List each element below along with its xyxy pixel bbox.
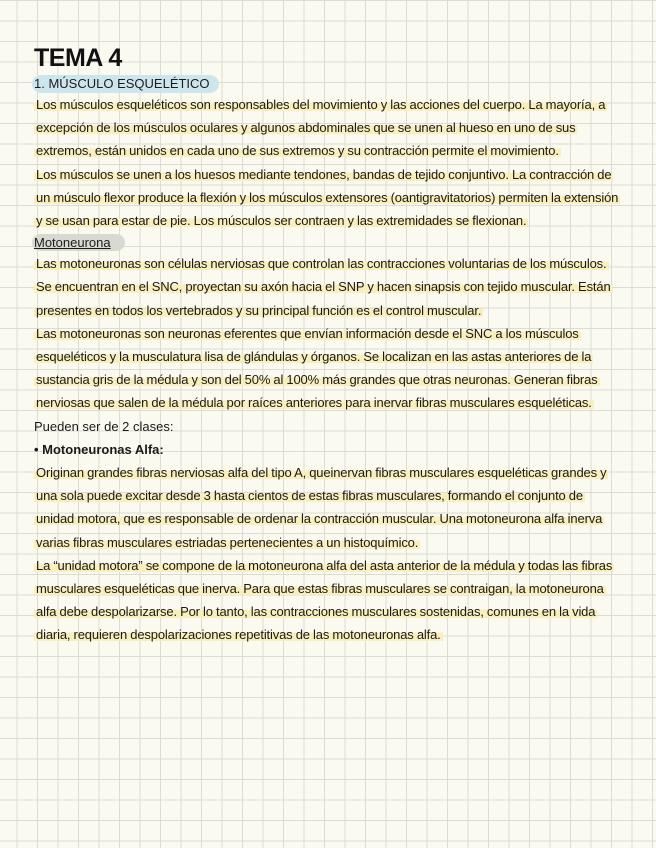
section-heading: 1. MÚSCULO ESQUELÉTICO [32,75,219,93]
section-heading-row [34,72,624,93]
highlighted-text: Originan grandes fibras nerviosas alfa del tipo A, queinervan fibras musculares esqueléticas grandes y una sola puede excitar desde 3 hasta cientos de estas fibras musculares, formando el conjunto de unidad motora, que es responsable de ordenar la contracción muscular. Una motoneurona alfa inerva varias fibras musculares estriadas pertenecientes a un histoquímico. [36,465,607,550]
alpha-heading: • Motoneuronas Alfa: [34,441,164,457]
highlighted-text: Los músculos se unen a los huesos mediante tendones, bandas de tejido conjuntivo. La contracción de un músculo flexor produce la flexión y los músculos extensores (oantigravitatorios) permiten la extensión y se usan para estar de pie. Los músculos ser contraen y las extremidades se flexionan. [36,166,619,229]
paragraph-motoneuron-def [34,252,624,322]
document-page [34,44,624,647]
paragraph-muscles-intro [34,93,624,163]
highlighted-text: La “unidad motora” se compone de la motoneurona alfa del asta anterior de la médula y todas las fibras musculares esqueléticas que inerva. Para que estas fibras musculares se contraigan, la motoneurona alfa debe despolarizarse. Por lo tanto, las contracciones musculares sostenidas, comunes en la vida diaria, requieren despolarizaciones repetitivas de las motoneuronas alfa. [36,557,613,643]
paragraph-alpha-fibers [34,461,624,554]
paragraph-efferent [34,322,624,415]
page-title: TEMA 4 [34,44,122,72]
highlighted-text: Los músculos esqueléticos son responsables del movimiento y las acciones del cuerpo. La mayoría, a excepción de los músculos oculares y algunos abdominales que se unen al hueso en uno de sus extremos, están unidos en cada uno de sus extremos y su contracción permite el movimiento. [36,97,606,159]
sub-heading-row [34,233,624,252]
classes-intro: Pueden ser de 2 clases: [34,418,174,434]
motoneurona-heading: Motoneurona [32,234,125,251]
highlighted-text: Las motoneuronas son células nerviosas que controlan las contracciones voluntarias de los músculos. Se encuentran en el SNC, proyectan su axón hacia el SNP y hacen sinapsis con tejido muscular. Están presentes en todos los vertebrados y su principal función es el control muscular. [36,256,611,318]
paragraph-motor-unit [34,554,624,647]
paragraph-tendons [34,163,624,233]
highlighted-text: Las motoneuronas son neuronas eferentes que envían información desde el SNC a los músculos esqueléticos y la musculatura lisa de glándulas y órganos. Se localizan en las astas anteriores de la sustancia gris de la médula y son del 50% al 100% más grandes que otras neuronas. Generan fibras nerviosas que salen de la médula por raíces anteriores para inervar fibras musculares esqueléticas. [36,325,598,411]
